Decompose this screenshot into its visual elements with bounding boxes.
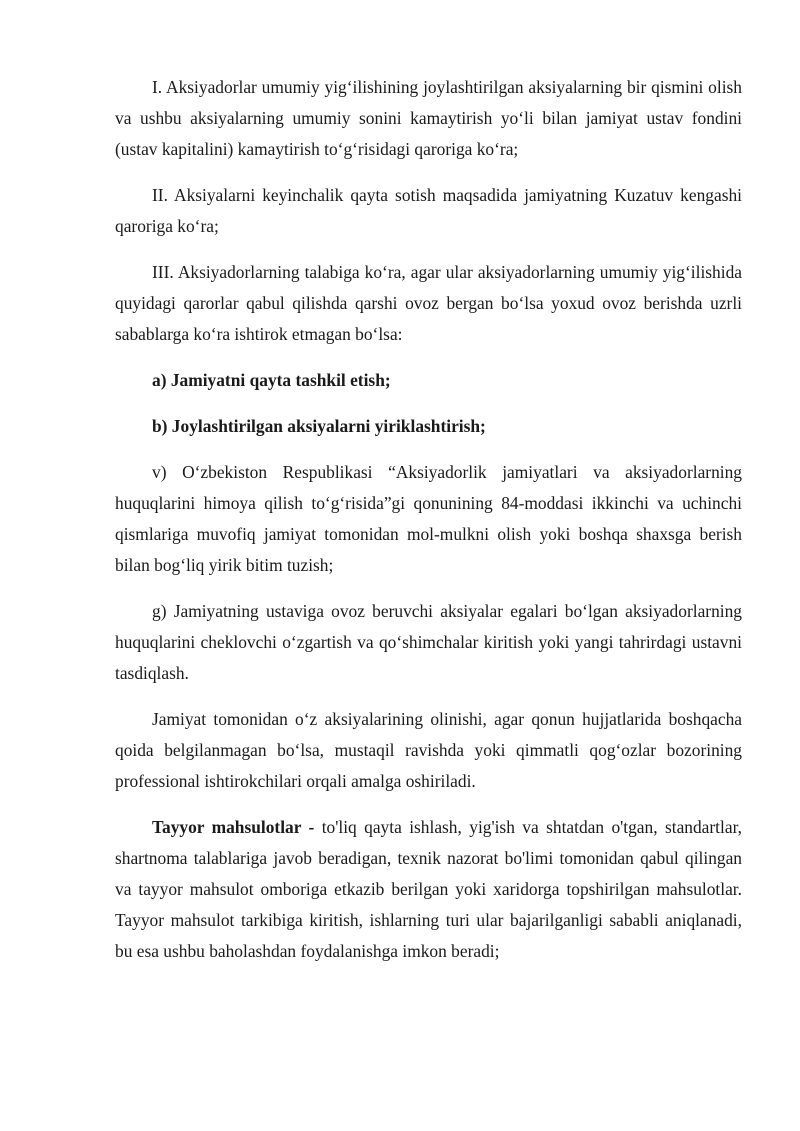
list-item-b: b) Joylashtirilgan aksiyalarni yiriklashtirish;: [152, 416, 486, 436]
list-item-v: v) O‘zbekiston Respublikasi “Aksiyadorlik jamiyatlari va aksiyadorlarning huquqlarini himoya qilish to‘g‘risida”gi qonunining 84-moddasi ikkinchi va uchinchi qismlariga muvofiq jamiyat tomonidan mol-mulkni olish yoki boshqa shaxsga berish bilan bog‘liq yirik bitim tuzish;: [115, 462, 742, 575]
list-item-a: a) Jamiyatni qayta tashkil etish;: [152, 370, 391, 390]
document-page: [115, 72, 742, 982]
paragraph-2: II. Aksiyalarni keyinchalik qayta sotish maqsadida jamiyatning Kuzatuv kengashi qaroriga ko‘ra;: [115, 185, 742, 236]
definition-paragraph: [115, 812, 742, 967]
paragraph-1: I. Aksiyadorlar umumiy yig‘ilishining joylashtirilgan aksiyalarning bir qismini olish va ushbu aksiyalarning umumiy sonini kamaytirish yo‘li bilan jamiyat ustav fondini (ustav kapitalini) kamaytirish to‘g‘risidagi qaroriga ko‘ra;: [115, 77, 742, 159]
definition-term: Tayyor mahsulotlar -: [152, 817, 315, 837]
paragraph-3: III. Aksiyadorlarning talabiga ko‘ra, agar ular aksiyadorlarning umumiy yig‘ilishida quyidagi qarorlar qabul qilishda qarshi ovoz bergan bo‘lsa yoxud ovoz berishda uzrli sabablarga ko‘ra ishtirok etmagan bo‘lsa:: [115, 262, 742, 344]
definition-text: to'liq qayta ishlash, yig'ish va shtatdan o'tgan, standartlar, shartnoma talablariga javob beradigan, texnik nazorat bo'limi tomonidan qabul qilingan va tayyor mahsulot omboriga etkazib berilgan yoki xaridorga topshirilgan mahsulotlar. Tayyor mahsulot tarkibiga kiritish, ishlarning turi ular bajarilganligi sababli aniqlanadi, bu esa ushbu baholashdan foydalanishga imkon beradi;: [115, 817, 743, 961]
list-item-g: g) Jamiyatning ustaviga ovoz beruvchi aksiyalar egalari bo‘lgan aksiyadorlarning huquqlarini cheklovchi o‘zgartish va qo‘shimchalar kiritish yoki yangi tahrirdagi ustavni tasdiqlash.: [115, 601, 742, 683]
paragraph-8: Jamiyat tomonidan o‘z aksiyalarining olinishi, agar qonun hujjatlarida boshqacha qoida belgilanmagan bo‘lsa, mustaqil ravishda yoki qimmatli qog‘ozlar bozorining professional ishtirokchilari orqali amalga oshiriladi.: [115, 709, 742, 791]
